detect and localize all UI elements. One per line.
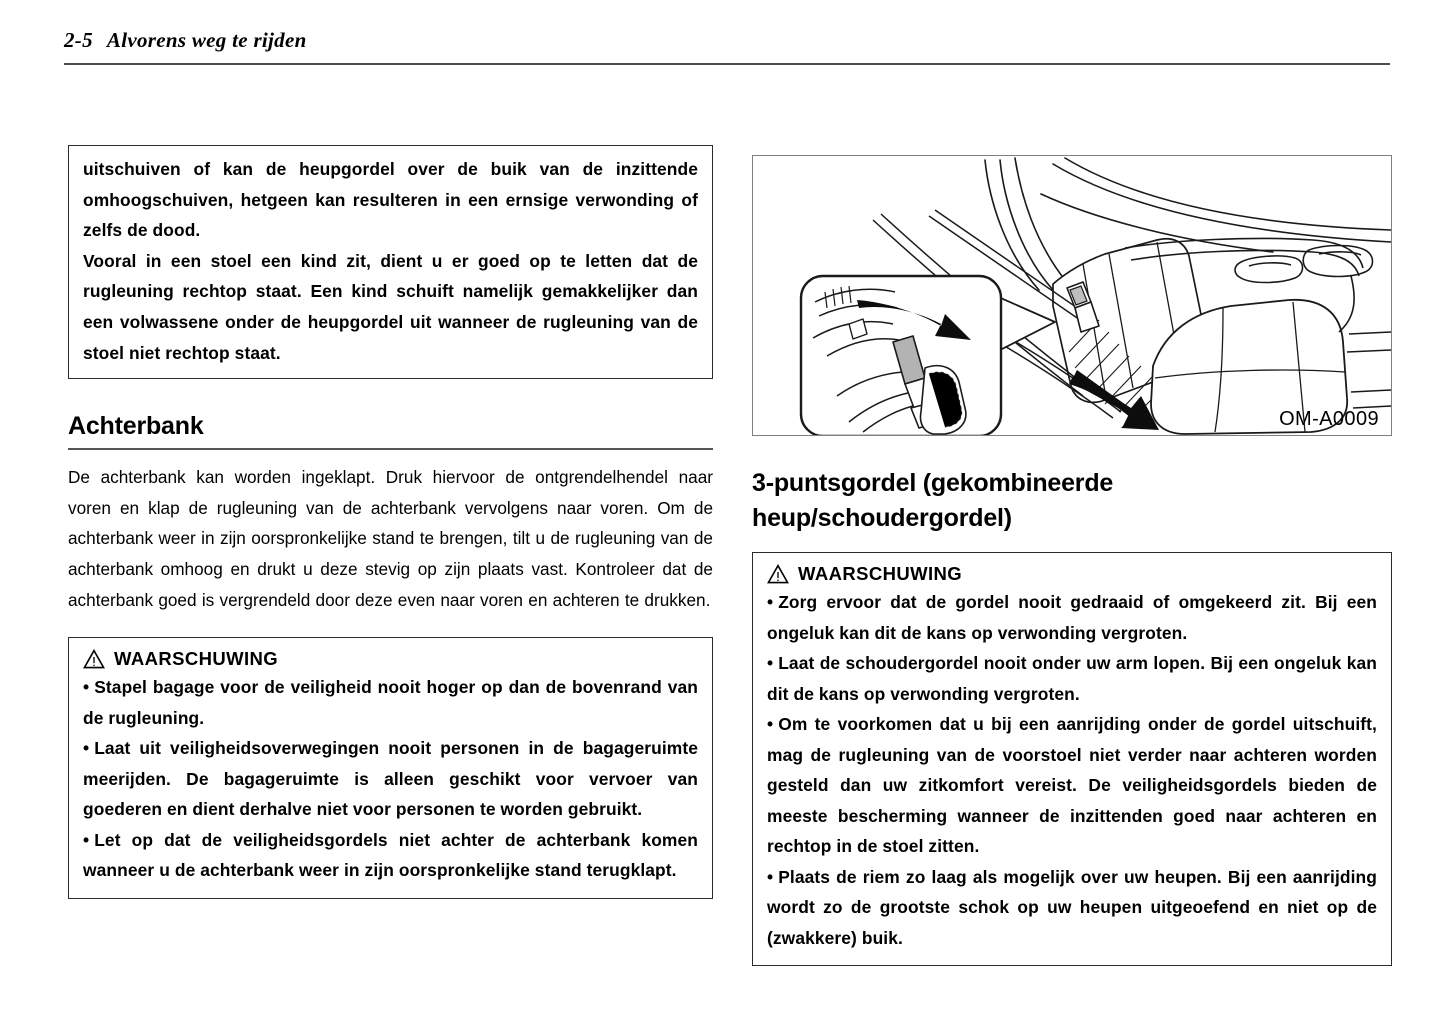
warning-triangle-icon <box>83 649 105 669</box>
warning-item <box>83 825 698 886</box>
warning-box-right <box>752 552 1392 966</box>
illustration-caption: OM-A0009 <box>1279 408 1379 430</box>
section-heading-line-2: heup/schoudergordel) <box>752 504 1012 532</box>
page-header-line <box>64 28 307 52</box>
warning-title-left: WAARSCHUWING <box>114 648 279 670</box>
warning-box-left <box>68 637 713 899</box>
body-paragraph-achterbank: De achterbank kan worden ingeklapt. Druk hiervoor de ontgrendelhendel naar voren en klap de rugleuning van de achterbank vervolgens naar voren. Om de achterbank weer in zijn oorspronkelijke stand te brengen, tilt u de rugleuning van de achterbank omhoog en drukt u deze stevig op zijn plaats vast. Kontroleer dat de achterbank goed is vergrendeld door deze even naar voren en achteren te drukken. <box>68 467 713 610</box>
warning-item <box>767 862 1377 954</box>
bullet-icon: • <box>83 829 90 850</box>
section-heading-achterbank: Achterbank <box>68 412 204 441</box>
left-column <box>68 145 713 899</box>
bullet-icon: • <box>767 866 774 887</box>
warning-title-row-left <box>83 648 698 670</box>
warning-title-row-right <box>767 563 1377 585</box>
intro-continuation-box <box>68 145 713 379</box>
intro-paragraph-1: uitschuiven of kan de heupgordel over de buik van de inzittende omhoogschuiven, hetgeen kan resulteren in een ernsige verwonding of zelfs de dood. <box>83 159 698 241</box>
section-heading-3puntsgordel <box>752 466 1392 536</box>
warning-triangle-icon <box>767 564 789 584</box>
section-heading-divider <box>68 448 713 450</box>
warning-list-left <box>83 672 698 886</box>
right-column <box>752 155 1392 966</box>
page-number: 2-5 <box>64 28 93 52</box>
warning-item-text: Om te voorkomen dat u bij een aanrijding onder de gordel uitschuift, mag de rugleuning van de voorstoel niet verder naar achteren worden gesteld dan uw zitkomfort vereist. De veiligheidsgordels bieden de meeste bescherming wanneer de inzittenden goed naar achteren en rechtop in de stoel zitten. <box>767 714 1377 856</box>
section-heading-line-1: 3-puntsgordel (gekombineerde <box>752 469 1114 497</box>
illustration-rear-seat-seatbelt <box>752 155 1392 436</box>
warning-item-text: Laat de schoudergordel nooit onder uw arm lopen. Bij een ongeluk kan dit de kans op verwonding vergroten. <box>767 653 1377 704</box>
warning-item-text: Laat uit veiligheidsoverwegingen nooit personen in de bagageruimte meerijden. De bagageruimte is alleen geschikt voor vervoer van goederen en dient derhalve niet voor personen te worden gebruikt. <box>83 738 698 820</box>
bullet-icon: • <box>83 738 90 759</box>
warning-title-right: WAARSCHUWING <box>798 563 963 584</box>
header-divider <box>64 63 1390 65</box>
warning-list-right <box>767 587 1377 953</box>
warning-item <box>767 587 1377 648</box>
warning-item <box>83 672 698 733</box>
warning-item <box>767 709 1377 862</box>
warning-item <box>83 733 698 825</box>
seatbelt-diagram-svg <box>753 156 1391 435</box>
warning-item-text: Zorg ervoor dat de gordel nooit gedraaid of omgekeerd zit. Bij een ongeluk kan dit de kans op verwonding vergroten. <box>767 592 1377 643</box>
warning-item <box>767 648 1377 709</box>
bullet-icon: • <box>767 714 774 734</box>
warning-item-text: Let op dat de veiligheidsgordels niet achter de achterbank komen wanneer u de achterbank weer in zijn oorspronkelijke stand terugklapt. <box>83 829 698 881</box>
intro-paragraph-2: Vooral in een stoel een kind zit, dient u er goed op te letten dat de rugleuning rechtop staat. Een kind schuift namelijk gemakkelijker dan een volwassene onder de heupgordel uit wanneer de rugleuning van de stoel niet rechtop staat. <box>83 250 698 363</box>
bullet-icon: • <box>83 677 90 698</box>
page-header <box>64 28 1390 68</box>
warning-item-text: Stapel bagage voor de veiligheid nooit hoger op dan de bovenrand van de rugleuning. <box>83 677 698 728</box>
intro-text <box>83 154 698 368</box>
page-title: Alvorens weg te rijden <box>106 28 307 52</box>
bullet-icon: • <box>767 653 774 673</box>
bullet-icon: • <box>767 592 774 612</box>
warning-item-text: Plaats de riem zo laag als mogelijk over uw heupen. Bij een aanrijding wordt zo de grootste schok op uw heupen uitgeoefend en niet op de (zwakkere) buik. <box>767 866 1377 948</box>
